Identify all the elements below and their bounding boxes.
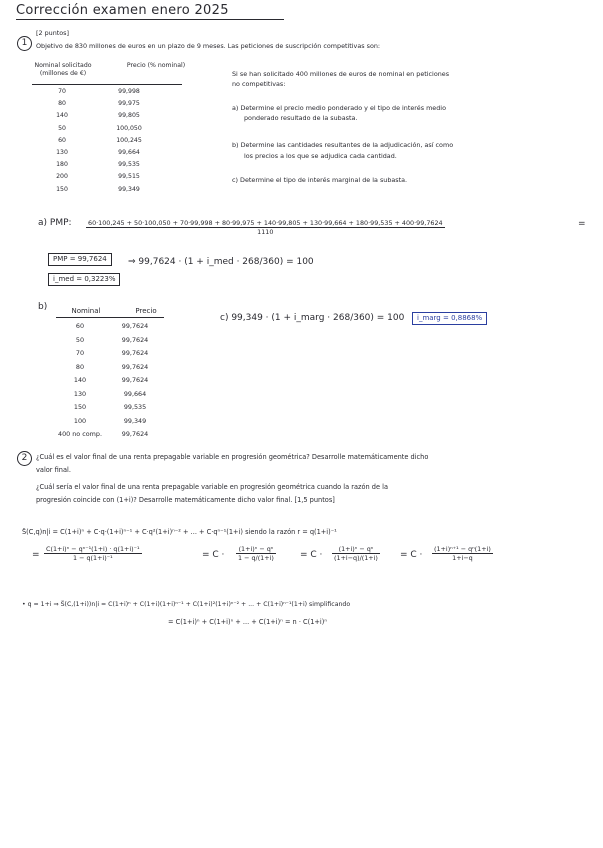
cell-nominal: 200 (56, 173, 68, 181)
table-row (40, 137, 174, 149)
cell-price: 99,664 (123, 389, 147, 398)
cell-nominal: 140 (56, 112, 68, 120)
question-number-2: 2 (17, 451, 32, 466)
q2-statement-line: valor final. (36, 466, 71, 474)
q2-frac3-num: (1+i)ⁿ − qⁿ (332, 545, 380, 554)
cell-nominal: 70 (58, 88, 66, 95)
cell-nominal: 180 (56, 161, 68, 169)
page-title: Corrección examen enero 2025 (16, 3, 229, 18)
imed-result-box: i_med = 0,3223% (48, 273, 120, 286)
q1-bids-table (30, 62, 188, 78)
cell-nominal: 80 (58, 100, 66, 108)
table-row (40, 100, 174, 112)
cell-price: 99,349 (118, 185, 140, 193)
title-underline (16, 19, 284, 20)
pmp-equals: = (578, 219, 586, 229)
a-label: a) PMP: (38, 218, 72, 228)
q2-frac4-num: (1+i)ⁿ⁺¹ − qⁿ(1+i) (434, 545, 491, 553)
table-row (56, 349, 166, 363)
table-row (56, 417, 166, 431)
table-row (56, 363, 166, 377)
cell-price: 99,998 (118, 88, 140, 95)
q2-eq2-mid2: = C · (300, 550, 323, 560)
cell-nominal: 150 (73, 403, 87, 411)
imarg-result-box: i_marg = 0,8868% (412, 312, 487, 325)
header-price: Precio (% nominal) (126, 62, 186, 69)
cell-nominal: 80 (75, 362, 85, 371)
q2-frac2-num: (1+i)ⁿ − qⁿ (236, 545, 276, 554)
cell-price: 99,7624 (121, 430, 149, 438)
q2-statement-line: progresión coincide con (1+i)? Desarrolle matemáticamente dicho valor final. [1,5 puntos] (36, 496, 335, 504)
q2-frac1 (44, 545, 142, 562)
cell-nominal: 50 (75, 335, 85, 344)
table-row (56, 430, 166, 444)
question-number-1: 1 (17, 36, 32, 51)
cell-price: 99,7624 (121, 322, 149, 330)
b-table-header (56, 307, 176, 315)
side-text-line: b) Determine las cantidades resultantes de la adjudicación, así como (232, 141, 454, 149)
b-label: b) (38, 302, 48, 312)
cell-price: 99,664 (118, 148, 140, 156)
cell-price: 99,535 (123, 403, 147, 411)
q2-statement-line: ¿Cuál es el valor final de una renta prepagable variable en progresión geométrica? Desarrolle matemáticamente dicho (36, 453, 429, 461)
q2-eq2-mid3: = C · (400, 550, 423, 560)
q2-eq2-equals: = (32, 550, 40, 560)
cell-nominal: 400 no comp. (58, 430, 102, 438)
side-text-line: a) Determine el precio medio ponderado y el tipo de interés medio (232, 104, 446, 112)
cell-price: 99,975 (118, 100, 140, 108)
table-row (40, 125, 174, 137)
cell-price: 99,805 (118, 112, 140, 120)
q2-frac2-den: 1 − q/(1+i) (238, 554, 274, 562)
cell-nominal: 60 (75, 322, 85, 330)
cell-price: 100,245 (116, 136, 142, 144)
q2-frac3-den: (1+i−q)/(1+i) (334, 554, 378, 562)
side-text-line: no competitivas: (232, 80, 286, 88)
side-text-line: ponderado resultado de la subasta. (244, 114, 358, 122)
q2-frac1-den: 1 − q(1+i)⁻¹ (72, 554, 113, 562)
c-equation: c) 99,349 · (1 + i_marg · 268/360) = 100 (220, 313, 405, 323)
cell-price: 99,7624 (121, 376, 149, 384)
cell-price: 99,7624 (121, 349, 149, 357)
cell-nominal: 130 (73, 389, 87, 398)
q1-points: [2 puntos] (36, 29, 69, 37)
pmp-fraction (86, 219, 445, 236)
q2-eq4: = C(1+i)ⁿ + C(1+i)ⁿ + ... + C(1+i)ⁿ = n · C(1+i)ⁿ (168, 618, 327, 626)
table-row (56, 376, 166, 390)
cell-price: 99,7624 (121, 362, 149, 371)
q2-eq2-mid: = C · (202, 550, 225, 560)
cell-nominal: 100 (73, 416, 87, 425)
table-row (40, 161, 174, 173)
q2-frac2 (236, 545, 276, 562)
b-header-nominal: Nominal (71, 307, 101, 315)
table-row (40, 88, 174, 100)
table-row (40, 173, 174, 185)
table-row (56, 336, 166, 350)
b-header-price: Precio (135, 307, 157, 315)
b-adjudication-rows (56, 322, 166, 444)
table-row (56, 390, 166, 404)
table-header-line (32, 84, 182, 85)
cell-price: 99,7624 (121, 335, 149, 344)
cell-price: 100,050 (116, 124, 142, 132)
cell-price: 99,349 (123, 416, 147, 425)
b-header-line (56, 317, 164, 318)
cell-price: 99,535 (118, 161, 140, 169)
cell-nominal: 60 (58, 136, 66, 144)
q2-statement-line: ¿Cuál sería el valor final de una renta prepagable variable en progresión geométrica cuando la razón de la (36, 483, 388, 491)
q1-statement: Objetivo de 830 millones de euros en un plazo de 9 meses. Las peticiones de suscripción competitivas son: (36, 42, 381, 50)
table-row (40, 186, 174, 198)
q1-bids-rows (40, 88, 174, 198)
cell-nominal: 50 (58, 124, 66, 132)
imed-equation: ⇒ 99,7624 · (1 + i_med · 268/360) = 100 (128, 257, 314, 267)
q2-frac4 (432, 545, 493, 562)
q2-eq1: S̈(C,q)n|i = C(1+i)ⁿ + C·q·(1+i)ⁿ⁻¹ + C·q²(1+i)ⁿ⁻² + ... + C·qⁿ⁻¹(1+i) siendo la razón r = q(1+i)⁻¹ (22, 528, 337, 536)
table-row (40, 112, 174, 124)
side-text-line: los precios a los que se adjudica cada cantidad. (244, 152, 397, 160)
cell-nominal: 130 (56, 148, 68, 156)
b-header-row (56, 307, 176, 315)
q2-frac4-den: 1+i−q (452, 554, 473, 562)
pmp-result-box: PMP = 99,7624 (48, 253, 112, 266)
cell-nominal: 140 (73, 376, 87, 384)
cell-price: 99,515 (118, 173, 140, 181)
side-text-line: c) Determine el tipo de interés marginal de la subasta. (232, 176, 408, 184)
table-row (40, 149, 174, 161)
side-text-line: Si se han solicitado 400 millones de euros de nominal en peticiones (232, 70, 450, 78)
q2-eq3: • q = 1+i ⇒ S̈(C,(1+i))n|i = C(1+i)ⁿ + C(1+i)(1+i)ⁿ⁻¹ + C(1+i)²(1+i)ⁿ⁻² + ... + C(1+i)ⁿ⁻¹(1+i) simplificando (22, 601, 351, 608)
q2-frac3 (332, 545, 380, 562)
pmp-denominator: 1110 (257, 228, 274, 236)
q2-frac1-num: C(1+i)ⁿ − qⁿ⁻¹(1+i) · q(1+i)⁻¹ (46, 545, 140, 553)
pmp-numerator: 60·100,245 + 50·100,050 + 70·99,998 + 80·99,975 + 140·99,805 + 130·99,664 + 180·99,535 + 400·99,7624 (88, 219, 443, 227)
cell-nominal: 150 (56, 185, 68, 193)
table-row (56, 322, 166, 336)
cell-nominal: 70 (75, 349, 85, 357)
header-nominal: Nominal solicitado (millones de €) (34, 62, 92, 77)
table-header-row (30, 62, 188, 78)
table-row (56, 403, 166, 417)
